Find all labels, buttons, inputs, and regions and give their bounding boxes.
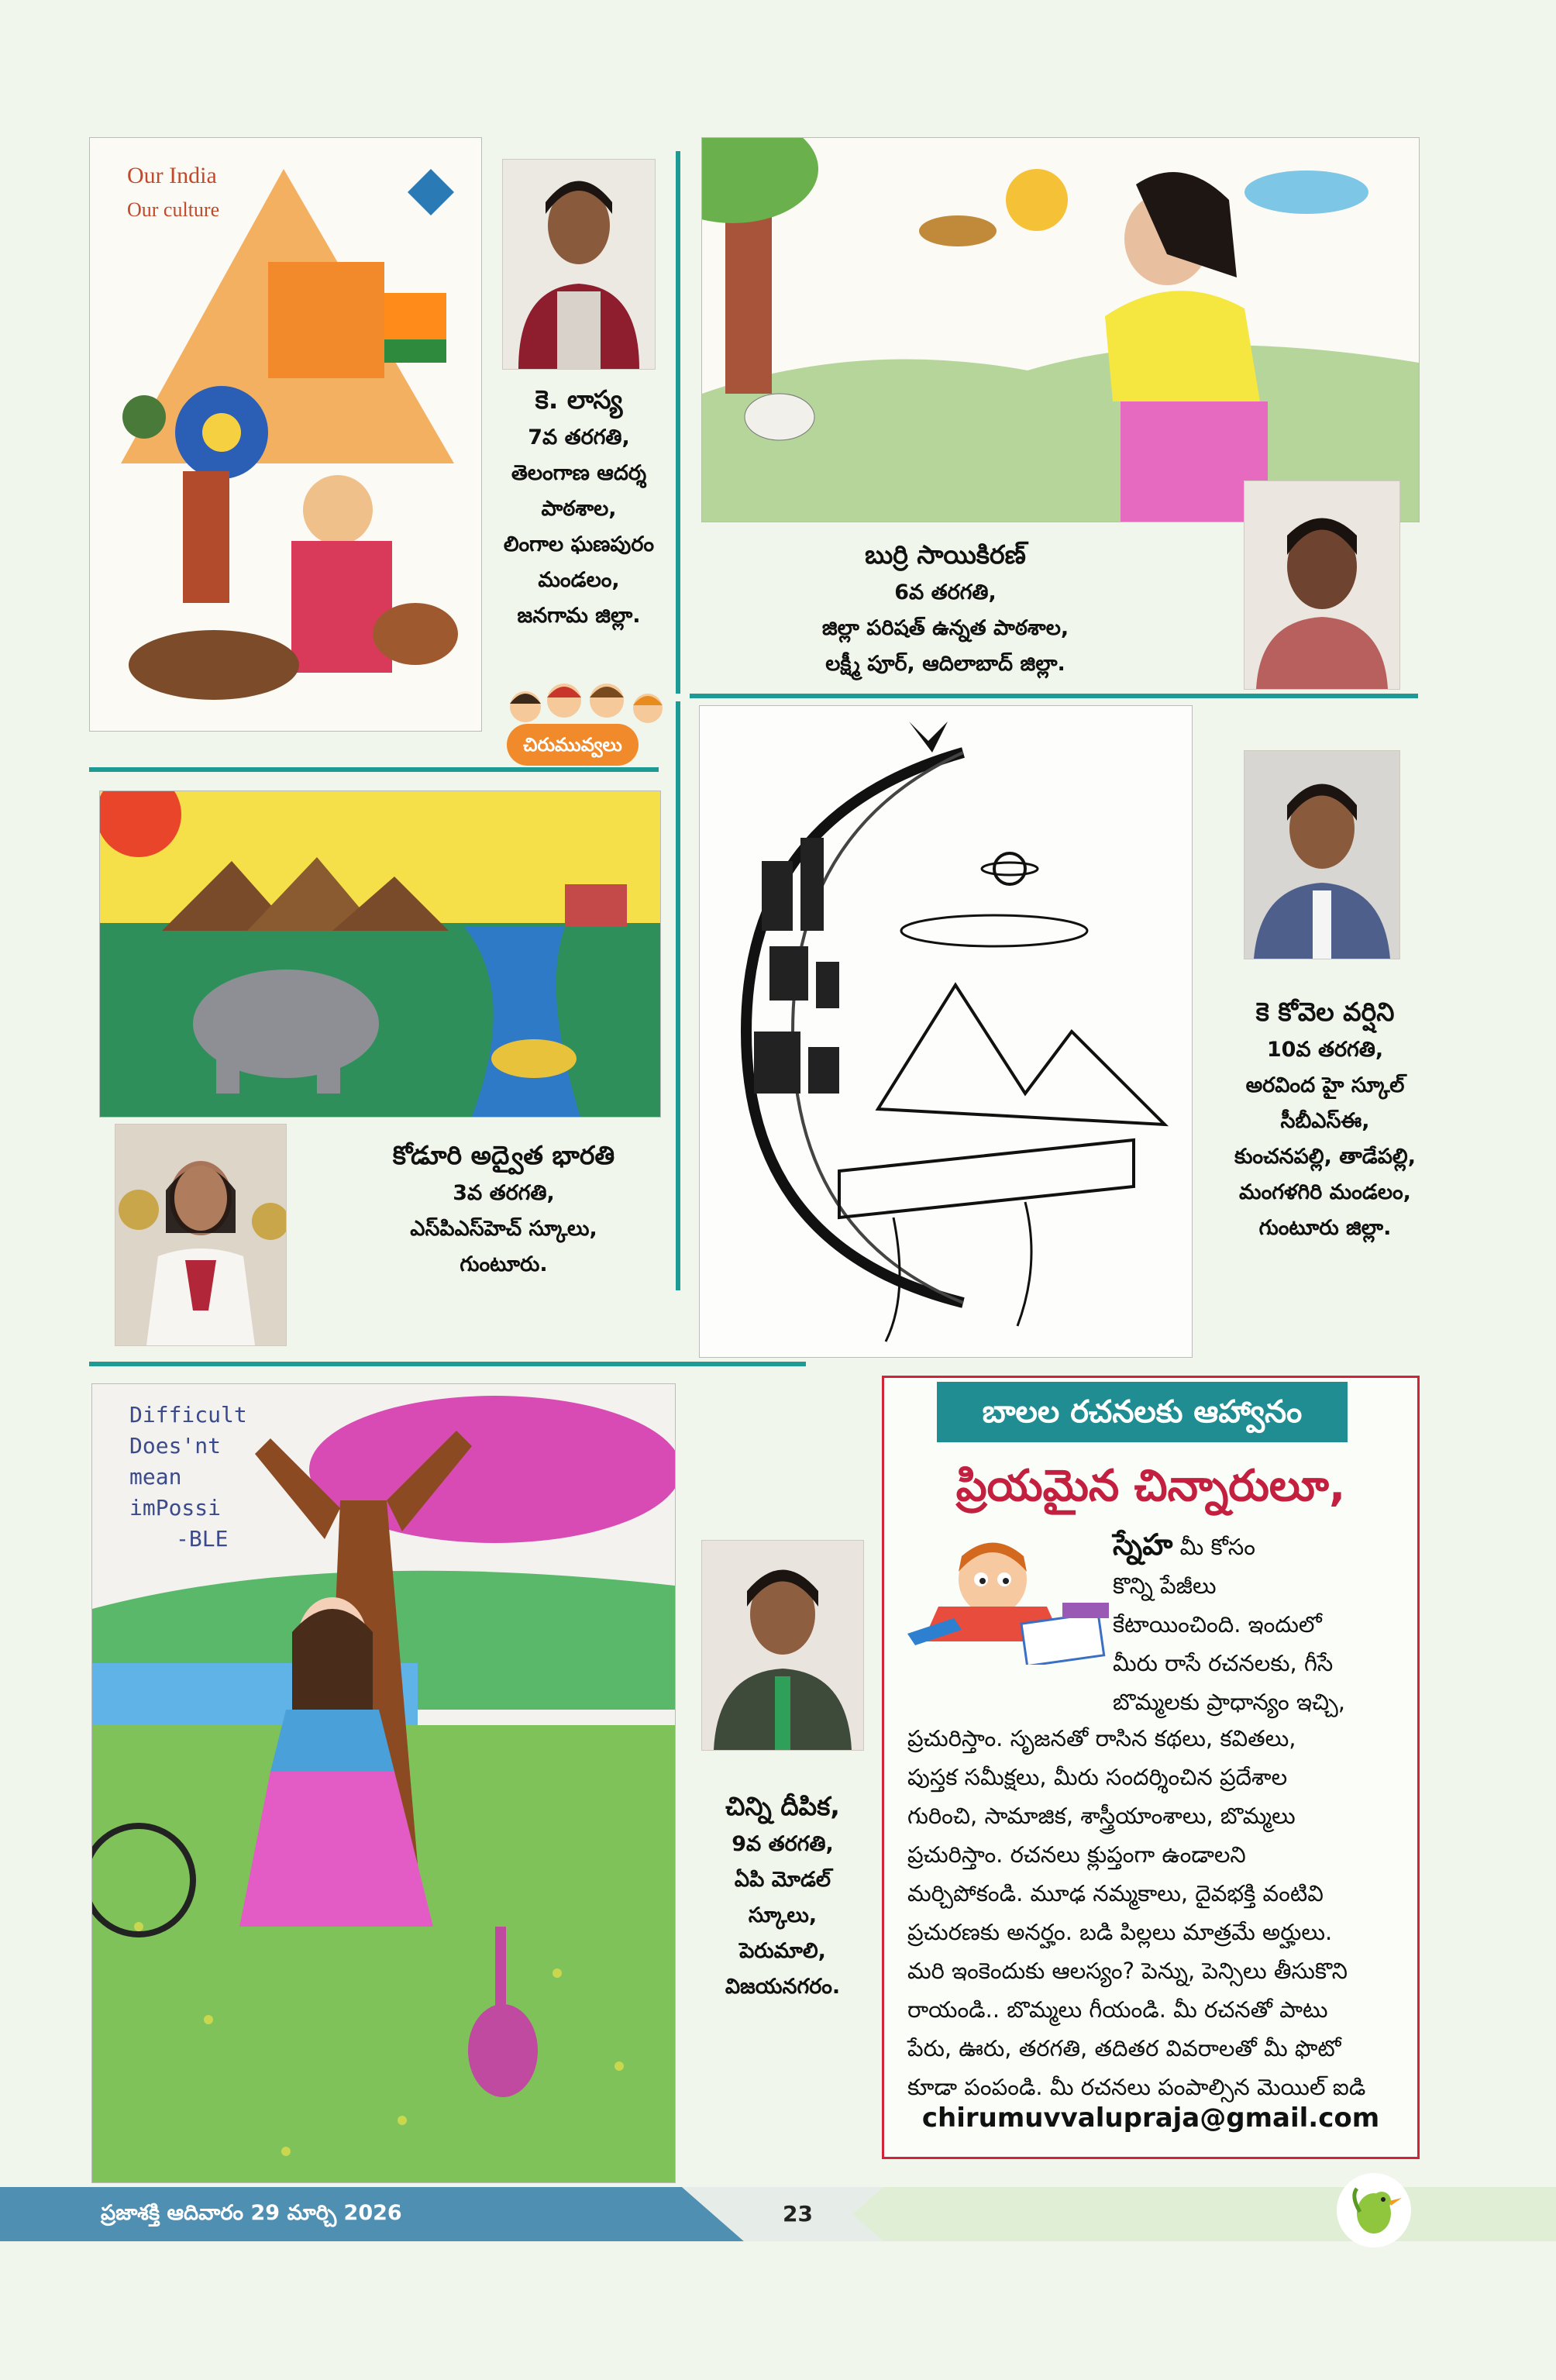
invite-line: రాయండి.. బొమ్మలు గీయండి. మీ రచనతో పాటు: [907, 1996, 1328, 2023]
caption-line: పెరుమాలి,: [739, 1939, 826, 1963]
invite-line: కొన్ని పేజీలు: [1113, 1572, 1217, 1599]
invitation-title: ప్రియమైన చిన్నారులూ,: [955, 1461, 1346, 1511]
india-drawing-art: [90, 138, 481, 731]
caption-lasya: [474, 380, 683, 634]
contact-email[interactable]: chirumuvvalupraja@gmail.com: [921, 2103, 1380, 2134]
invite-line: కూడా పంపండి. మీ రచనలు పంపాల్సిన మెయిల్ ఐడి: [907, 2074, 1366, 2100]
invite-line: మీరు రాసే రచనలకు, గీసే: [1113, 1650, 1334, 1676]
caption-line: జిల్లా పరిషత్ ఉన్నత పాఠశాల,: [821, 616, 1069, 640]
caption-saikiran: [783, 535, 1108, 682]
drawing-our-india: [89, 137, 482, 732]
caption-line: లింగాల ఘణపురం: [503, 532, 655, 556]
varshini-portrait: [1244, 751, 1399, 959]
difficult-line: imPossi: [129, 1495, 222, 1521]
caption-varshini: [1197, 992, 1453, 1246]
footer-page-number: 23: [783, 2201, 813, 2227]
caption-line: సీబీఎస్ఈ,: [1280, 1109, 1370, 1133]
reading-kid-illustration: [907, 1533, 1117, 1665]
invite-line: పుస్తక సమీక్షలు, మీరు సందర్శించిన ప్రదేశాల: [907, 1764, 1288, 1790]
invite-line: మరి ఇంకెందుకు ఆలస్యం? పెన్ను, పెన్సిలు తీసుకొని: [907, 1958, 1348, 1984]
invite-line: మీ కోసం: [1179, 1534, 1255, 1560]
section-logo-label: చిరుమువ్వలు: [507, 724, 639, 766]
invitation-badge: బాలల రచనలకు ఆహ్వానం: [937, 1382, 1348, 1442]
drawing-girl-tree: [91, 1383, 676, 2183]
caption-line: 3వ తరగతి,: [453, 1181, 555, 1205]
invite-line: కేటాయించింది. ఇందులో: [1113, 1611, 1322, 1638]
caption-line: ఏపి మోడల్: [734, 1868, 831, 1892]
photo-lasya: [502, 159, 656, 370]
student-name: కె. లాస్య: [535, 384, 623, 415]
caption-deepika: [690, 1786, 876, 2005]
caption-line: మండలం,: [538, 568, 620, 592]
kid-reading-icon: [907, 1533, 1117, 1665]
saikiran-portrait: [1244, 481, 1399, 689]
india-text-our-culture: Our culture: [127, 198, 220, 221]
caption-line: తెలంగాణ ఆదర్శ: [511, 461, 647, 485]
drawing-woman-bird: [701, 137, 1420, 522]
caption-line: గుంటూరు.: [460, 1252, 548, 1276]
invite-line: పేరు, ఊరు, తరగతి, తదితర వివరాలతో మీ ఫొటో: [907, 2035, 1341, 2061]
footer-publication: ప్రజాశక్తి ఆదివారం 29 మార్చి 2026: [101, 2201, 402, 2225]
sneha-line: [1113, 1525, 1407, 1566]
caption-line: 6వ తరగతి,: [894, 580, 997, 604]
invitation-side-text: [1113, 1525, 1407, 1721]
invite-line: గురించి, సామాజిక, శాస్త్రీయాంశాలు, బొమ్మలు: [907, 1803, 1296, 1829]
footer-band: [0, 2187, 1556, 2241]
drawing-ink-world: [699, 705, 1193, 1358]
photo-advaita: [115, 1124, 287, 1346]
student-name: బుర్రి సాయికిరణ్: [865, 539, 1026, 570]
caption-line: 9వ తరగతి,: [732, 1832, 834, 1856]
caption-advaita: [341, 1135, 666, 1283]
caption-line: ఎస్‌పిఎస్‌హెచ్ స్కూలు,: [410, 1217, 597, 1241]
elephant-art: [100, 791, 660, 1117]
section-logo: [502, 676, 680, 769]
student-name: చిన్ని దీపిక,: [725, 1791, 840, 1821]
woman-bird-art: [702, 138, 1419, 522]
caption-line: స్కూలు,: [748, 1903, 818, 1927]
difficult-text: [129, 1400, 247, 1555]
student-name: కె కోవెల వర్షిని: [1255, 997, 1395, 1027]
advaita-portrait: [115, 1125, 286, 1345]
photo-varshini: [1244, 750, 1400, 959]
caption-line: పాఠశాల,: [541, 497, 617, 521]
caption-line: అరవింద హై స్కూల్: [1245, 1073, 1405, 1097]
divider-horizontal-right: [690, 694, 1418, 698]
caption-line: 10వ తరగతి,: [1266, 1038, 1384, 1062]
drawing-elephant: [99, 790, 661, 1118]
difficult-line: Difficult: [129, 1402, 247, 1428]
divider-horizontal-lower: [89, 1362, 806, 1366]
invitation-box: [882, 1376, 1420, 2159]
difficult-line: mean: [129, 1464, 182, 1490]
invite-line: ప్రచురణకు అనర్హం. బడి పిల్లలు మాత్రమే అర్హులు.: [907, 1919, 1333, 1945]
india-text-our-india: Our India: [127, 163, 217, 188]
difficult-line: Does'nt: [129, 1433, 222, 1459]
photo-saikiran: [1244, 480, 1400, 690]
invite-line: మర్చిపోకండి. మూఢ నమ్మకాలు, దైవభక్తి వంటివి: [907, 1880, 1324, 1906]
ink-world-art: [700, 706, 1192, 1357]
bird-icon: [1337, 2173, 1411, 2247]
caption-line: 7వ తరగతి,: [528, 425, 630, 449]
invite-line: బొమ్మలకు ప్రాధాన్యం ఇచ్చి,: [1113, 1689, 1345, 1715]
caption-line: మంగళగిరి మండలం,: [1239, 1180, 1411, 1204]
kids-cartoon-icon: [502, 676, 680, 730]
sneha-brand: స్నేహ: [1113, 1528, 1173, 1562]
difficult-line: -BLE: [176, 1526, 229, 1552]
bird-logo-icon: [1337, 2173, 1411, 2247]
divider-vertical-mid: [676, 701, 680, 1290]
caption-line: లక్ష్మీ పూర్, ఆదిలాబాద్ జిల్లా.: [825, 652, 1065, 676]
invitation-body-text: [907, 1719, 1403, 2106]
student-name: కోడూరి అద్వైత భారతి: [392, 1140, 615, 1170]
caption-line: జనగామ జిల్లా.: [517, 604, 641, 628]
caption-line: కుంచనపల్లి, తాడేపల్లి,: [1234, 1145, 1416, 1169]
lasya-portrait: [503, 160, 655, 369]
deepika-portrait: [702, 1541, 863, 1750]
caption-line: విజయనగరం.: [725, 1975, 841, 1999]
invite-line: ప్రచురిస్తాం. రచనలు క్లుప్తంగా ఉండాలని: [907, 1841, 1246, 1868]
caption-line: గుంటూరు జిల్లా.: [1258, 1216, 1392, 1240]
invite-line: ప్రచురిస్తాం. సృజనతో రాసిన కథలు, కవితలు,: [907, 1725, 1296, 1751]
photo-deepika: [701, 1540, 864, 1751]
